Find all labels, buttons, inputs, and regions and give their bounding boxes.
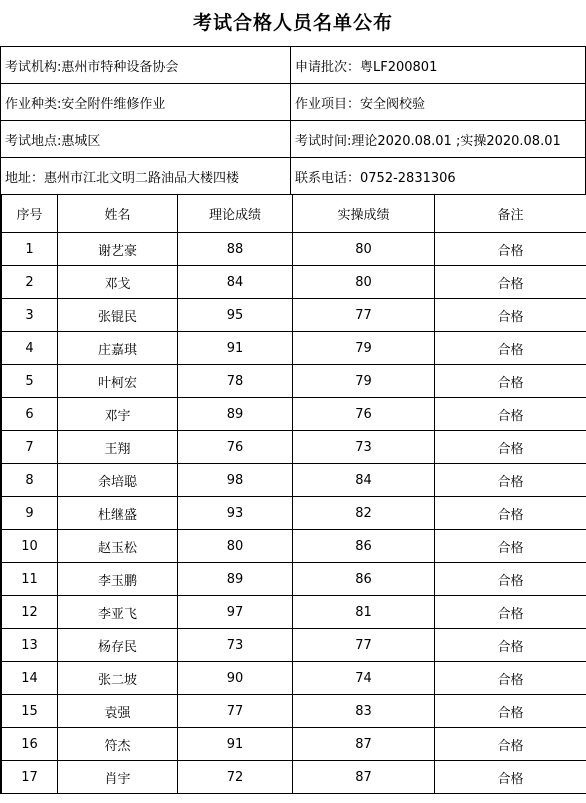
candidate-name: 叶柯宏 (58, 365, 178, 398)
practical-score: 76 (293, 398, 435, 431)
remark: 合格 (435, 431, 586, 464)
remark: 合格 (435, 266, 586, 299)
practical-score: 86 (293, 563, 435, 596)
row-number: 12 (2, 596, 58, 629)
row-number: 9 (2, 497, 58, 530)
remark: 合格 (435, 662, 586, 695)
table-row (2, 728, 586, 761)
practical-score: 84 (293, 464, 435, 497)
row-number: 1 (2, 233, 58, 266)
remark: 合格 (435, 332, 586, 365)
theory-score: 78 (178, 365, 293, 398)
candidate-name: 李玉鹏 (58, 563, 178, 596)
results-sheet (0, 46, 586, 794)
practical-score: 73 (293, 431, 435, 464)
table-row (2, 266, 586, 299)
header-remarks: 备注 (435, 195, 586, 233)
theory-score: 93 (178, 497, 293, 530)
practical-score: 83 (293, 695, 435, 728)
remark: 合格 (435, 728, 586, 761)
theory-score: 95 (178, 299, 293, 332)
remark: 合格 (435, 398, 586, 431)
remark: 合格 (435, 497, 586, 530)
row-number: 16 (2, 728, 58, 761)
practical-score: 77 (293, 629, 435, 662)
application-batch: 申请批次：粤LF200801 (291, 47, 586, 83)
table-row (2, 629, 586, 662)
theory-score: 97 (178, 596, 293, 629)
table-row (2, 431, 586, 464)
remark: 合格 (435, 695, 586, 728)
page-title: 考试合格人员名单公布 (192, 12, 393, 34)
row-number: 14 (2, 662, 58, 695)
row-number: 7 (2, 431, 58, 464)
row-number: 11 (2, 563, 58, 596)
contact-phone: 联系电话：0752-2831306 (291, 158, 586, 194)
row-number: 3 (2, 299, 58, 332)
table-header-row (2, 195, 586, 233)
address: 地址：惠州市江北文明二路油品大楼四楼 (1, 158, 291, 194)
row-number: 5 (2, 365, 58, 398)
table-row (2, 497, 586, 530)
practical-score: 82 (293, 497, 435, 530)
practical-score: 80 (293, 233, 435, 266)
row-number: 13 (2, 629, 58, 662)
candidate-name: 邓宇 (58, 398, 178, 431)
theory-score: 89 (178, 398, 293, 431)
remark: 合格 (435, 365, 586, 398)
theory-score: 91 (178, 332, 293, 365)
remark: 合格 (435, 233, 586, 266)
info-row-2 (1, 83, 586, 120)
remark: 合格 (435, 530, 586, 563)
work-project: 作业项目：安全阀校验 (291, 84, 586, 120)
practical-score: 87 (293, 761, 435, 794)
practical-score: 79 (293, 365, 435, 398)
theory-score: 98 (178, 464, 293, 497)
practical-score: 80 (293, 266, 435, 299)
table-row (2, 365, 586, 398)
results-table (1, 194, 586, 794)
theory-score: 77 (178, 695, 293, 728)
row-number: 6 (2, 398, 58, 431)
theory-score: 80 (178, 530, 293, 563)
table-row (2, 398, 586, 431)
remark: 合格 (435, 629, 586, 662)
candidate-name: 赵玉松 (58, 530, 178, 563)
theory-score: 84 (178, 266, 293, 299)
candidate-name: 庄嘉琪 (58, 332, 178, 365)
table-row (2, 563, 586, 596)
table-row (2, 464, 586, 497)
candidate-name: 李亚飞 (58, 596, 178, 629)
info-row-3 (1, 120, 586, 157)
row-number: 2 (2, 266, 58, 299)
candidate-name: 袁强 (58, 695, 178, 728)
table-row (2, 233, 586, 266)
work-category: 作业种类:安全附件维修作业 (1, 84, 291, 120)
candidate-name: 张二坡 (58, 662, 178, 695)
theory-score: 91 (178, 728, 293, 761)
candidate-name: 符杰 (58, 728, 178, 761)
practical-score: 87 (293, 728, 435, 761)
row-number: 4 (2, 332, 58, 365)
exam-location: 考试地点:惠城区 (1, 121, 291, 157)
theory-score: 88 (178, 233, 293, 266)
remark: 合格 (435, 464, 586, 497)
remark: 合格 (435, 299, 586, 332)
practical-score: 77 (293, 299, 435, 332)
candidate-name: 谢艺豪 (58, 233, 178, 266)
theory-score: 89 (178, 563, 293, 596)
practical-score: 74 (293, 662, 435, 695)
remark: 合格 (435, 596, 586, 629)
exam-time: 考试时间:理论2020.08.01 ;实操2020.08.01 (291, 121, 586, 157)
row-number: 15 (2, 695, 58, 728)
exam-organization: 考试机构:惠州市特种设备协会 (1, 47, 291, 83)
candidate-name: 王翔 (58, 431, 178, 464)
table-body (2, 233, 586, 794)
remark: 合格 (435, 761, 586, 794)
candidate-name: 杨存民 (58, 629, 178, 662)
header-number: 序号 (2, 195, 58, 233)
table-row (2, 761, 586, 794)
table-row (2, 695, 586, 728)
practical-score: 86 (293, 530, 435, 563)
table-row (2, 530, 586, 563)
theory-score: 73 (178, 629, 293, 662)
practical-score: 81 (293, 596, 435, 629)
remark: 合格 (435, 563, 586, 596)
header-theory-score: 理论成绩 (178, 195, 293, 233)
table-row (2, 596, 586, 629)
table-row (2, 662, 586, 695)
candidate-name: 肖宇 (58, 761, 178, 794)
theory-score: 90 (178, 662, 293, 695)
row-number: 8 (2, 464, 58, 497)
table-row (2, 332, 586, 365)
candidate-name: 邓戈 (58, 266, 178, 299)
candidate-name: 张锟民 (58, 299, 178, 332)
table-row (2, 299, 586, 332)
practical-score: 79 (293, 332, 435, 365)
theory-score: 72 (178, 761, 293, 794)
theory-score: 76 (178, 431, 293, 464)
candidate-name: 余培聪 (58, 464, 178, 497)
candidate-name: 杜继盛 (58, 497, 178, 530)
header-name: 姓名 (58, 195, 178, 233)
row-number: 10 (2, 530, 58, 563)
info-row-1 (1, 46, 586, 83)
header-practical-score: 实操成绩 (293, 195, 435, 233)
info-row-4 (1, 157, 586, 194)
row-number: 17 (2, 761, 58, 794)
